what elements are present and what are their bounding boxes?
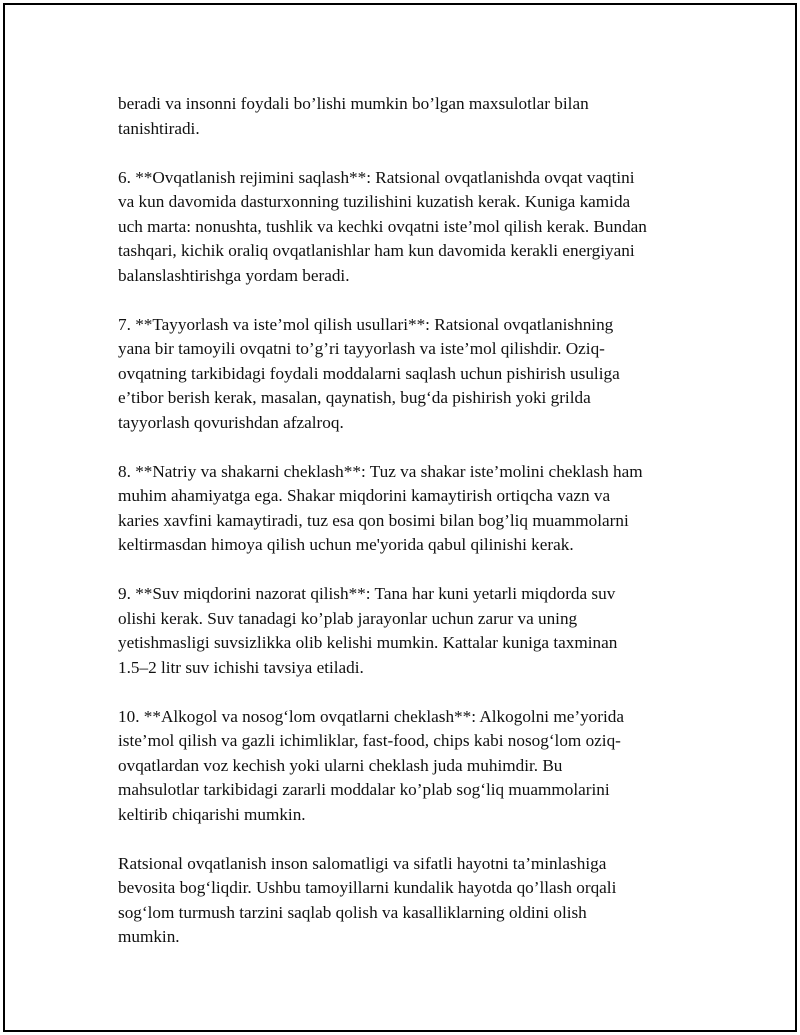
paragraph-item-10: 10. **Alkogol va nosog‘lom ovqatlarni cheklash**: Alkogolni me’yorida iste’mol qilish va gazli ichimliklar, fast-food, chips kabi nosog‘lom oziq- ovqatlardan voz kechish yoki ularni cheklash juda muhimdir. Bu mahsulotlar tarkibidagi zararli moddalar ko’plab sog‘liq muammolarini keltirib chiqarishi mumkin.: [118, 706, 624, 824]
paragraph-item-9: 9. **Suv miqdorini nazorat qilish**: Tana har kuni yetarli miqdorda suv olishi kerak. Suv tanadagi ko’plab jarayonlar uchun zarur va uning yetishmasligi suvsizlikka olib kelishi mumkin. Kattalar kuniga taxminan 1.5–2 litr suv ichishi tavsiya etiladi.: [118, 584, 618, 677]
paragraph-intro-continuation: beradi va insonni foydali bo’lishi mumkin bo’lgan maxsulotlar bilan tanishtiradi.: [118, 94, 589, 138]
paragraph-item-7: 7. **Tayyorlash va iste’mol qilish usullari**: Ratsional ovqatlanishning yana bir tamoyili ovqatni to’g’ri tayyorlash va iste’mol qilishdir. Oziq- ovqatning tarkibidagi foydali moddalarni saqlash uchun pishirish usuliga e’tibor berish kerak, masalan, qaynatish, bug‘da pishirish yoki grilda tayyorlash qovurishdan afzalroq.: [118, 314, 620, 432]
paragraph-item-6: 6. **Ovqatlanish rejimini saqlash**: Ratsional ovqatlanishda ovqat vaqtini va kun davomida dasturxonning tuzilishini kuzatish kerak. Kuniga kamida uch marta: nonushta, tushlik va kechki ovqatni iste’mol qilish kerak. Bundan tashqari, kichik oraliq ovqatlanishlar ham kun davomida kerakli energiyani balanslashtirishga yordam beradi.: [118, 167, 647, 285]
paragraph-item-8: 8. **Natriy va shakarni cheklash**: Tuz va shakar iste’molini cheklash ham muhim ahamiyatga ega. Shakar miqdorini kamaytirish ortiqcha vazn va karies xavfini kamaytiradi, tuz esa qon bosimi bilan bog’liq muammolarni keltirmasdan himoya qilish uchun me'yorida qabul qilinishi kerak.: [118, 461, 643, 554]
paragraph-conclusion: Ratsional ovqatlanish inson salomatligi va sifatli hayotni ta’minlashiga bevosita bog‘liqdir. Ushbu tamoyillarni kundalik hayotda qo’llash orqali sog‘lom turmush tarzini saqlab qolish va kasalliklarning oldini olish mumkin.: [118, 853, 617, 946]
document-body: [118, 92, 698, 950]
